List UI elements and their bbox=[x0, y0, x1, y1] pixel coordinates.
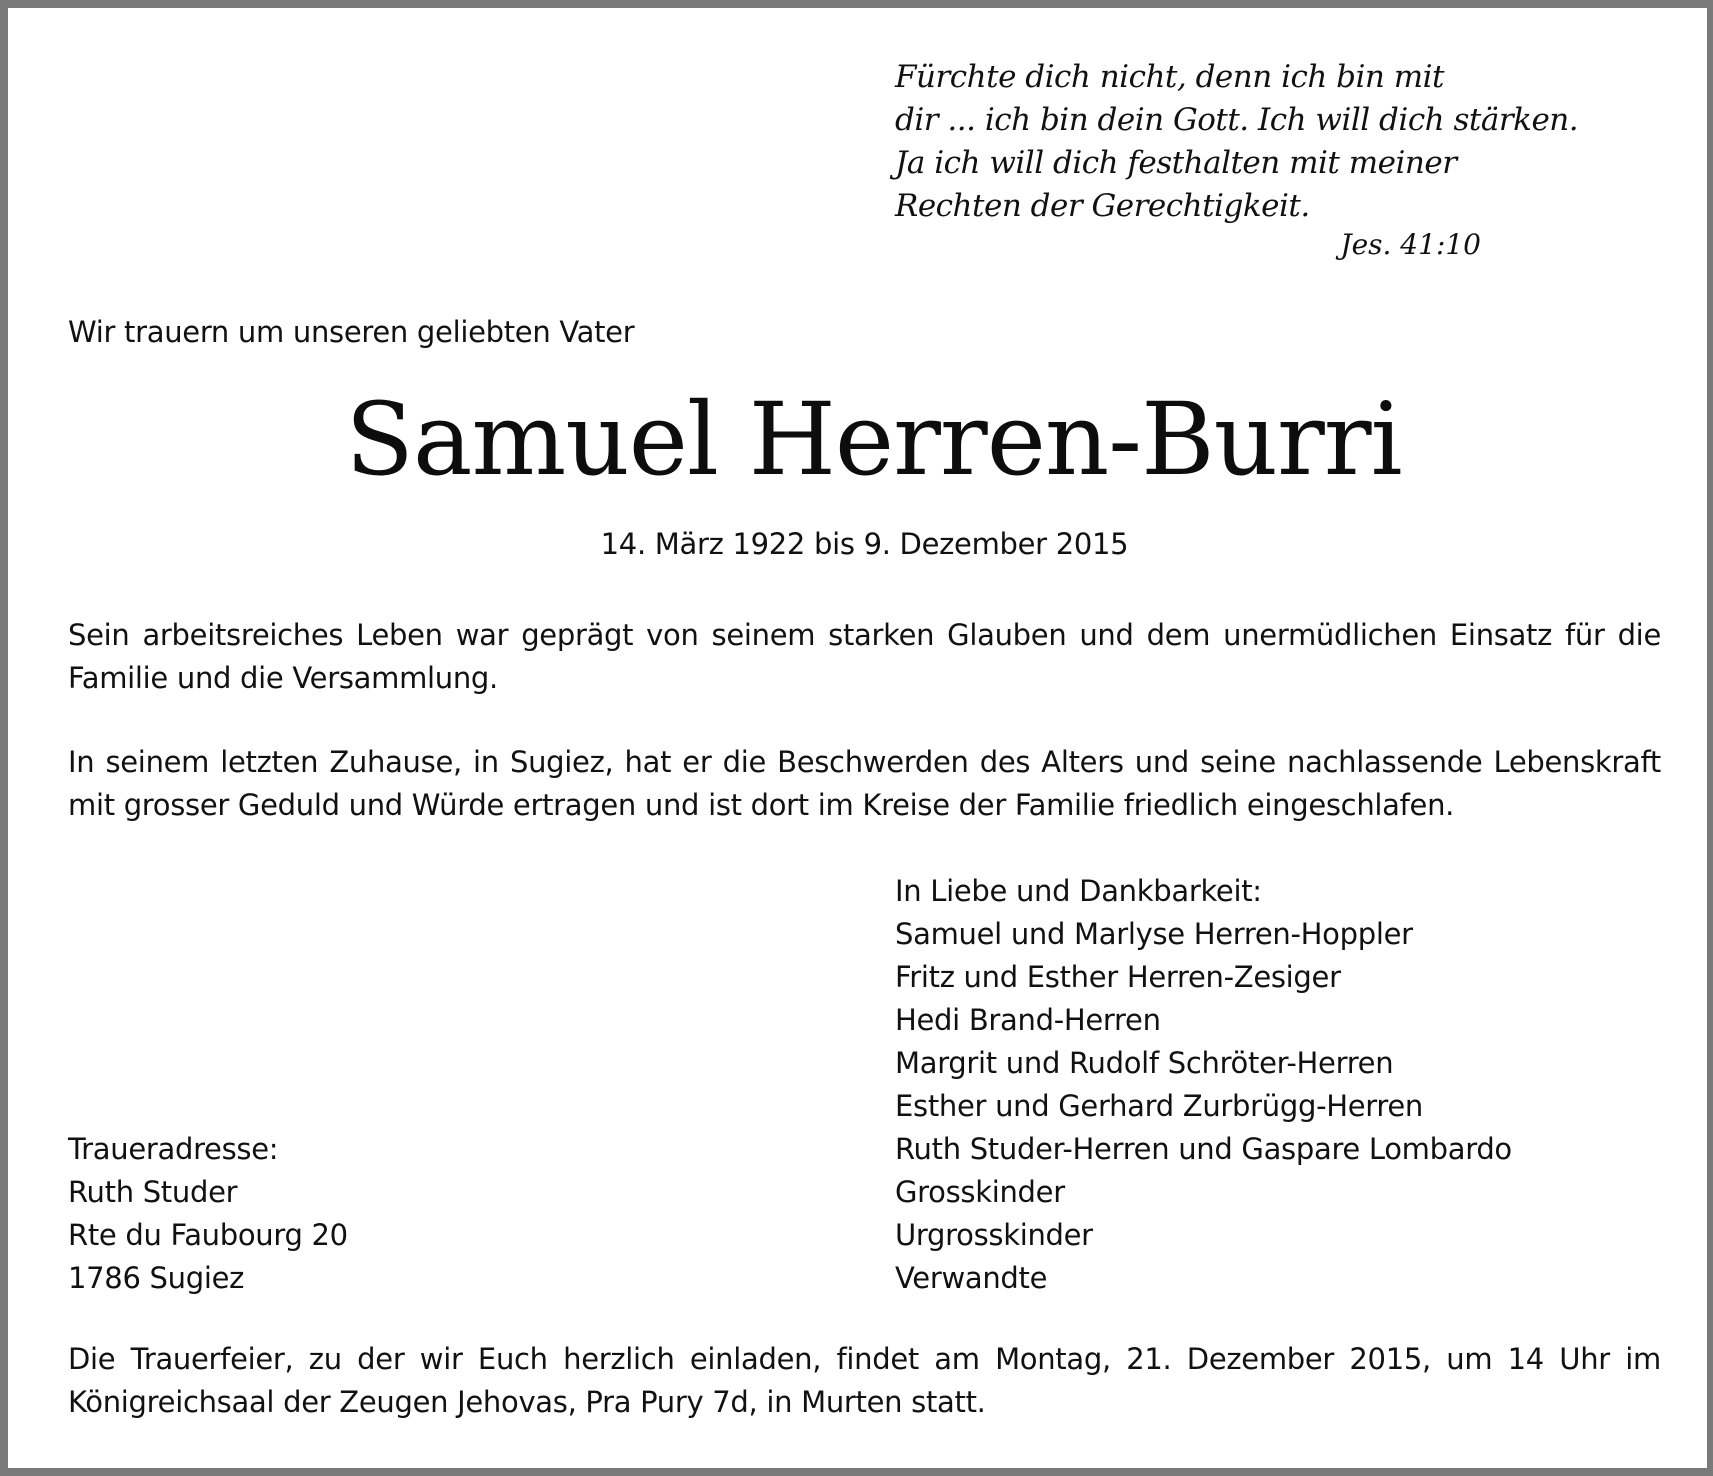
ceremony-notice: Die Trauerfeier, zu der wir Euch herzlich einladen, findet am Montag, 21. Dezember 2015, um 14 Uhr im Königreichsaal der Zeugen Jehovas, Pra Pury 7d, in Murten statt. bbox=[68, 1342, 1661, 1419]
mourners-list bbox=[895, 870, 1512, 1300]
mourners-heading: In Liebe und Dankbarkeit: bbox=[895, 874, 1262, 908]
address-line: 1786 Sugiez bbox=[68, 1261, 245, 1295]
address-line: Ruth Studer bbox=[68, 1175, 238, 1209]
verse-line: Fürchte dich nicht, denn ich bin mit bbox=[895, 59, 1445, 95]
mourner-name: Samuel und Marlyse Herren-Hoppler bbox=[895, 917, 1413, 951]
bible-verse bbox=[895, 56, 1579, 228]
mourner-name: Fritz und Esther Herren-Zesiger bbox=[895, 960, 1341, 994]
paragraph-life: Sein arbeitsreiches Leben war geprägt von seinem starken Glauben und dem unermüdlichen Einsatz für die Familie und die Versammlung. bbox=[68, 618, 1661, 695]
paragraph-passing: In seinem letzten Zuhause, in Sugiez, hat er die Beschwerden des Alters und seine nachlassende Lebenskraft mit grosser Geduld und Würde ertragen und ist dort im Kreise der Familie friedlich eingeschlafen. bbox=[68, 745, 1661, 822]
mourner-name: Esther und Gerhard Zurbrügg-Herren bbox=[895, 1089, 1423, 1123]
mourner-name: Verwandte bbox=[895, 1261, 1048, 1295]
intro-line: Wir trauern um unseren geliebten Vater bbox=[68, 315, 635, 349]
address-line: Rte du Faubourg 20 bbox=[68, 1218, 348, 1252]
mourner-name: Urgrosskinder bbox=[895, 1218, 1093, 1252]
verse-line: dir ... ich bin dein Gott. Ich will dich stärken. bbox=[895, 102, 1579, 138]
mourner-name: Ruth Studer-Herren und Gaspare Lombardo bbox=[895, 1132, 1512, 1166]
verse-reference: Jes. 41:10 bbox=[1340, 228, 1481, 261]
deceased-name: Samuel Herren-Burri bbox=[345, 381, 1402, 498]
verse-line: Ja ich will dich festhalten mit meiner bbox=[895, 145, 1457, 181]
address-heading: Traueradresse: bbox=[68, 1132, 279, 1166]
mourner-name: Hedi Brand-Herren bbox=[895, 1003, 1161, 1037]
mourner-name: Grosskinder bbox=[895, 1175, 1065, 1209]
verse-line: Rechten der Gerechtigkeit. bbox=[895, 188, 1310, 224]
mourning-address bbox=[68, 1128, 348, 1300]
mourner-name: Margrit und Rudolf Schröter-Herren bbox=[895, 1046, 1394, 1080]
life-dates: 14. März 1922 bis 9. Dezember 2015 bbox=[600, 527, 1129, 561]
